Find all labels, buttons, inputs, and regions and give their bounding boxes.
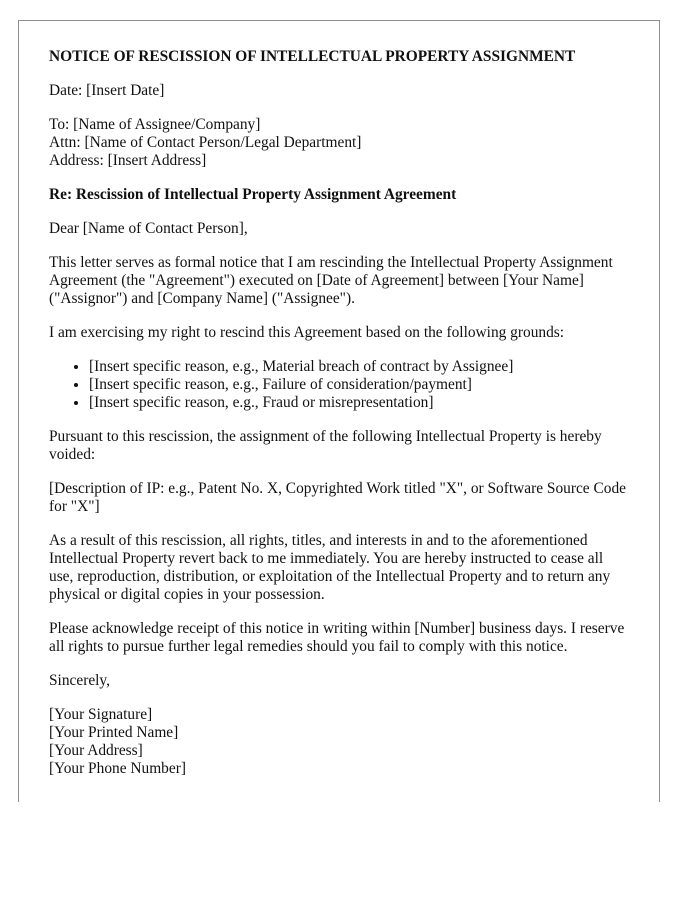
printed-name-line: [Your Printed Name] <box>49 724 179 741</box>
reversion-paragraph: As a result of this rescission, all rights, titles, and interests in and to the aforementioned Intellectual Property revert back to me immediately. You are hereby instructed to cease all use, reproduction, distribution, or exploitation of the Intellectual Property and to return any physical or digital copies in your possession. <box>49 532 611 603</box>
grounds-item: • [Insert specific reason, e.g., Material breach of contract by Assignee] <box>89 358 629 376</box>
intro-paragraph: This letter serves as formal notice that I am rescinding the Intellectual Property Assignment Agreement (the "Agreement") executed on [Date of Agreement] between [Your Name] ("Assignor") and [Company Name] ("Assignee"). <box>49 254 613 307</box>
sender-phone-line: [Your Phone Number] <box>49 760 186 777</box>
voided-paragraph: Pursuant to this rescission, the assignment of the following Intellectual Property is hereby voided: <box>49 428 602 463</box>
grounds-item: • [Insert specific reason, e.g., Fraud or misrepresentation] <box>89 394 629 412</box>
sender-address-line: [Your Address] <box>49 742 143 759</box>
signature-block <box>49 706 629 778</box>
closing: Sincerely, <box>49 672 110 689</box>
grounds-item: • [Insert specific reason, e.g., Failure of consideration/payment] <box>89 376 629 394</box>
subject-line: Re: Rescission of Intellectual Property Assignment Agreement <box>49 186 457 203</box>
letter-page <box>18 20 660 802</box>
ip-description: [Description of IP: e.g., Patent No. X, Copyrighted Work titled "X", or Software Source Code for "X"] <box>49 480 626 515</box>
document-title: NOTICE OF RESCISSION OF INTELLECTUAL PROPERTY ASSIGNMENT <box>49 48 576 65</box>
signature-line: [Your Signature] <box>49 706 153 723</box>
grounds-intro: I am exercising my right to rescind this Agreement based on the following grounds: <box>49 324 565 341</box>
date-line: Date: [Insert Date] <box>49 82 165 99</box>
recipient-address: Address: [Insert Address] <box>49 152 207 169</box>
salutation: Dear [Name of Contact Person], <box>49 220 248 237</box>
acknowledge-paragraph: Please acknowledge receipt of this notice in writing within [Number] business days. I reserve all rights to pursue further legal remedies should you fail to comply with this notice. <box>49 620 625 655</box>
recipient-block <box>49 116 629 170</box>
grounds-list <box>49 358 629 412</box>
recipient-attn: Attn: [Name of Contact Person/Legal Department] <box>49 134 362 151</box>
recipient-to: To: [Name of Assignee/Company] <box>49 116 261 133</box>
